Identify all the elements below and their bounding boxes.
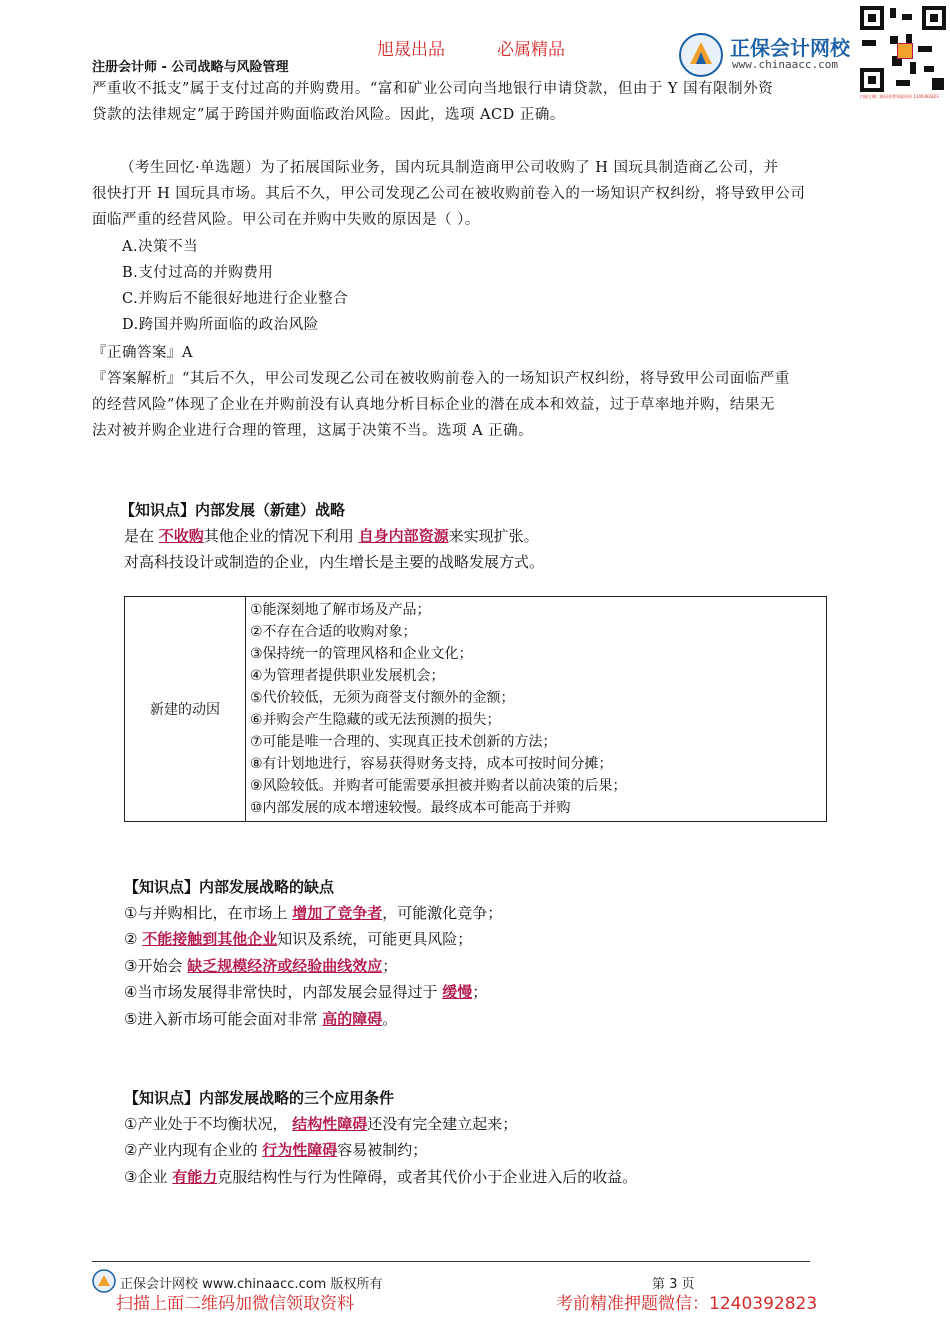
- section1-heading: 【知识点】内部发展（新建）战略: [120, 501, 346, 519]
- option-b: B.支付过高的并购费用: [122, 265, 274, 281]
- option-d: D.跨国并购所面临的政治风险: [122, 317, 319, 333]
- section2-row1: ①与并购相比，在市场上 增加了竞争者，可能激化竞争；: [124, 904, 503, 922]
- top-text-line1: 严重收不抵支”属于支付过高的并购费用。“富和矿业公司向当地银行申请贷款，但由于 Y 国有限制外资: [92, 81, 774, 97]
- section1-line2: 对高科技设计或制造的企业，内生增长是主要的战略发展方式。: [124, 553, 545, 571]
- list-item: ⑤代价较低，无须为商誉支付额外的金额；: [250, 690, 515, 706]
- keyword-internal-resources: 自身内部资源: [358, 527, 449, 545]
- list-item: ⑨风险较低。并购者可能需要承担被并购者以前决策的后果；: [250, 778, 627, 794]
- table-label: 新建的动因: [125, 597, 246, 822]
- section2-row3: ③开始会 缺乏规模经济或经验曲线效应；: [124, 957, 398, 975]
- section2-row5: ⑤进入新市场可能会面对非常 高的障碍。: [124, 1010, 398, 1028]
- analysis-line2: 的经营风险”体现了企业在并购前没有认真地分析目标企业的潜在成本和效益，过于草率地并购，结果无: [92, 397, 775, 413]
- footer-page-number: 第 3 页: [652, 1277, 695, 1292]
- footer-promo-right: 考前精准押题微信：1240392823: [556, 1294, 818, 1314]
- section2-heading: 【知识点】内部发展战略的缺点: [124, 878, 335, 896]
- keyword-no-acquisition: 不收购: [158, 527, 204, 545]
- list-item: ⑧有计划地进行，容易获得财务支持，成本可按时间分摊；: [250, 756, 613, 772]
- footer-divider: [92, 1261, 810, 1262]
- header-logo: [678, 26, 858, 78]
- section2-row4: ④当市场发展得非常快时，内部发展会显得过于 缓慢；: [124, 983, 488, 1001]
- table-items: [246, 597, 827, 822]
- qr-note: 扫描左侧二维码免费领取资料 1240392823: [860, 94, 939, 99]
- motives-table: [124, 596, 827, 822]
- footer-promo-left: 扫描上面二维码加微信领取资料: [116, 1294, 354, 1314]
- section3-row1: ①产业处于不均衡状况， 结构性障碍还没有完全建立起来；: [124, 1115, 518, 1133]
- question-stem-line2: 很快打开 H 国玩具市场。其后不久，甲公司发现乙公司在被收购前卷入的一场知识产权纠纷，将导致甲公司: [92, 186, 806, 202]
- list-item: ①能深刻地了解市场及产品；: [250, 602, 431, 618]
- correct-answer: 『正确答案』A: [92, 345, 193, 361]
- logo-url: www.chinaacc.com: [732, 58, 838, 71]
- section3-row2: ②产业内现有企业的 行为性障碍容易被制约；: [124, 1141, 428, 1159]
- list-item: ②不存在合适的收购对象；: [250, 624, 417, 640]
- list-item: ⑩内部发展的成本增速较慢。最终成本可能高于并购: [250, 800, 571, 816]
- analysis-line3: 法对被并购企业进行合理的管理，这属于决策不当。选项 A 正确。: [92, 423, 534, 439]
- option-c: C.并购后不能很好地进行企业整合: [122, 291, 349, 307]
- list-item: ④为管理者提供职业发展机会；: [250, 668, 445, 684]
- analysis-line1: 『答案解析』“其后不久，甲公司发现乙公司在被收购前卷入的一场知识产权纠纷，将导致甲公司面临严重: [92, 371, 790, 387]
- top-text-line2: 贷款的法律规定”属于跨国并购面临政治风险。因此，选项 ACD 正确。: [92, 107, 565, 123]
- logo-icon: [678, 32, 724, 78]
- section1-line1: 是在 不收购其他企业的情况下利用 自身内部资源来实现扩张。: [124, 527, 539, 545]
- section3-heading: 【知识点】内部发展战略的三个应用条件: [124, 1089, 395, 1107]
- option-a: A.决策不当: [122, 239, 199, 255]
- section2-row2: ② 不能接触到其他企业知识及系统，可能更具风险；: [124, 930, 473, 948]
- header-title: 注册会计师 - 公司战略与风险管理: [92, 60, 289, 75]
- question-stem-line1: （考生回忆·单选题）为了拓展国际业务，国内玩具制造商甲公司收购了 H 国玩具制造商乙公司，并: [120, 160, 779, 176]
- logo-name: 正保会计网校: [730, 36, 850, 60]
- qr-code-icon: [860, 6, 946, 92]
- question-stem-line3: 面临严重的经营风险。甲公司在并购中失败的原因是（ ）。: [92, 212, 480, 228]
- list-item: ⑥并购会产生隐藏的或无法预测的损失；: [250, 712, 501, 728]
- section3-row3: ③企业 有能力克服结构性与行为性障碍，或者其代价小于企业进入后的收益。: [124, 1168, 638, 1186]
- header-promo-left: 旭晟出品: [377, 40, 445, 60]
- footer-logo-icon: [92, 1269, 116, 1293]
- list-item: ⑦可能是唯一合理的、实现真正技术创新的方法；: [250, 734, 557, 750]
- footer-site: 正保会计网校 www.chinaacc.com 版权所有: [120, 1277, 383, 1292]
- header-promo-right: 必属精品: [497, 40, 565, 60]
- list-item: ③保持统一的管理风格和企业文化；: [250, 646, 473, 662]
